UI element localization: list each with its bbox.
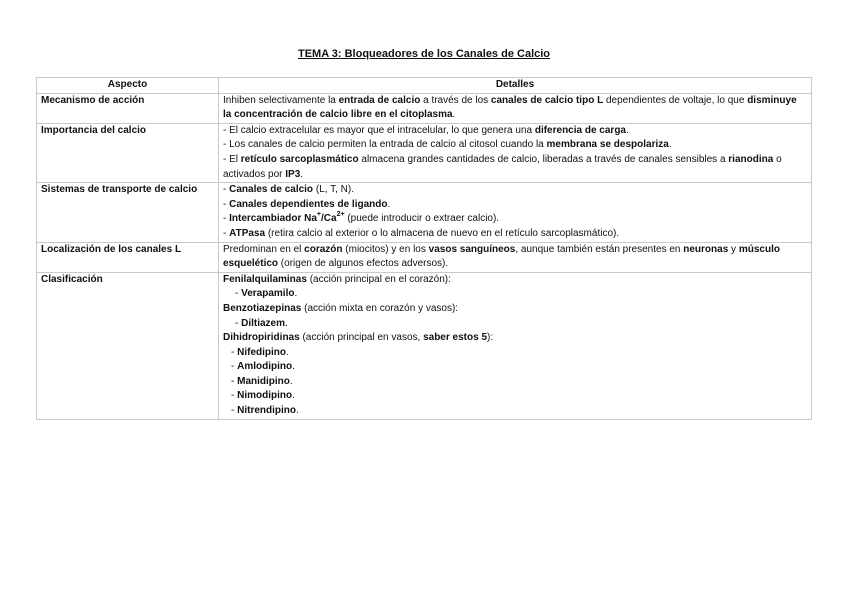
details-cell <box>219 93 812 123</box>
text-segment: . <box>626 124 629 136</box>
detail-line <box>223 331 807 346</box>
text-segment: - <box>231 390 238 402</box>
detail-line <box>223 138 807 153</box>
detail-line <box>223 302 807 317</box>
text-segment: vasos sanguíneos <box>428 243 516 255</box>
text-segment: ): <box>487 332 494 344</box>
text-segment: (miocitos) y en los <box>342 243 429 255</box>
text-segment: Canales de calcio <box>229 184 314 196</box>
text-segment: retículo sarcoplasmático <box>240 153 359 165</box>
table-header-row <box>37 78 812 94</box>
text-segment: - <box>235 317 242 329</box>
text-segment: Intercambiador Na <box>229 213 317 225</box>
text-segment: /Ca <box>321 213 337 225</box>
table-row <box>37 272 812 419</box>
detail-line <box>223 198 807 213</box>
text-segment: corazón <box>304 243 343 255</box>
header-details: Detalles <box>219 78 812 94</box>
text-segment: - <box>223 227 230 239</box>
text-segment: Nitrendipino <box>237 405 296 417</box>
detail-line <box>223 375 807 390</box>
text-segment: - <box>223 184 230 196</box>
text-segment: ATPasa <box>229 227 266 239</box>
detail-line <box>223 243 807 272</box>
table-row <box>37 123 812 182</box>
details-cell <box>219 183 812 242</box>
text-segment: . <box>292 390 295 402</box>
detail-line <box>223 404 807 419</box>
table-row <box>37 242 812 272</box>
text-segment: Nimodipino <box>237 390 293 402</box>
aspect-cell: Sistemas de transporte de calcio <box>37 183 219 242</box>
text-segment: Canales dependientes de ligando <box>229 198 388 210</box>
text-segment: Amlodipino <box>237 361 293 373</box>
text-segment: - <box>231 346 238 358</box>
text-segment: canales de calcio tipo L <box>490 94 604 106</box>
text-segment: - Los canales de calcio permiten la entrada de calcio al citosol cuando la <box>223 139 547 151</box>
text-segment: - El <box>223 153 241 165</box>
text-segment: 2+ <box>336 211 345 219</box>
text-segment: . <box>300 168 304 180</box>
detail-line <box>223 346 807 361</box>
text-segment: - <box>223 198 230 210</box>
text-segment: a través de los <box>420 94 491 106</box>
text-segment: Manidipino <box>237 375 290 387</box>
text-segment: . <box>294 288 298 300</box>
text-segment: (origen de algunos efectos adversos). <box>278 258 449 270</box>
text-segment: diferencia de carga <box>534 124 626 136</box>
text-segment: Fenilalquilaminas <box>223 273 307 285</box>
text-segment: saber estos 5 <box>423 332 488 344</box>
detail-line <box>223 212 807 227</box>
text-segment: . <box>292 361 295 373</box>
text-segment: rianodina <box>728 153 774 165</box>
text-segment: - <box>235 288 242 300</box>
text-segment: Predominan en el <box>223 243 305 255</box>
text-segment: . <box>668 139 672 151</box>
details-cell <box>219 242 812 272</box>
text-segment: entrada de calcio <box>338 94 421 106</box>
text-segment: músculo esquelético <box>223 243 780 270</box>
text-segment: membrana se despolariza <box>546 139 669 151</box>
text-segment: . <box>452 109 456 121</box>
text-segment: - <box>223 213 230 225</box>
header-aspect: Aspecto <box>37 78 219 94</box>
table-row <box>37 183 812 242</box>
detail-line <box>223 124 807 139</box>
aspect-cell: Localización de los canales L <box>37 242 219 272</box>
text-segment: - <box>231 405 238 417</box>
detail-line <box>223 183 807 198</box>
aspect-cell: Importancia del calcio <box>37 123 219 182</box>
content-table <box>36 77 812 420</box>
text-segment: almacena grandes cantidades de calcio, liberadas a través de canales sensibles a <box>358 153 729 165</box>
text-segment: + <box>316 211 322 219</box>
text-segment: - <box>231 375 238 387</box>
text-segment: IP3 <box>285 168 301 180</box>
text-segment: (retira calcio al exterior o lo almacena de nuevo en el retículo sarcoplasmático). <box>265 227 620 239</box>
text-segment: Verapamilo <box>241 288 295 300</box>
detail-line <box>223 287 807 302</box>
text-segment: (acción mixta en corazón y vasos): <box>301 302 459 314</box>
text-segment: disminuye la concentración de calcio libre en el citoplasma <box>223 94 797 121</box>
text-segment: . <box>387 198 391 210</box>
detail-line <box>223 273 807 288</box>
table-row <box>37 93 812 123</box>
text-segment: Benzotiazepinas <box>223 302 302 314</box>
text-segment: Inhiben selectivamente la <box>223 94 339 106</box>
detail-line <box>223 153 807 182</box>
text-segment: (puede introducir o extraer calcio). <box>344 213 500 225</box>
details-cell <box>219 123 812 182</box>
detail-line <box>223 389 807 404</box>
text-segment: . <box>296 405 299 417</box>
aspect-cell: Clasificación <box>37 272 219 419</box>
text-segment: (L, T, N). <box>313 184 354 196</box>
text-segment: (acción principal en vasos, <box>299 332 424 344</box>
detail-line <box>223 94 807 123</box>
aspect-cell: Mecanismo de acción <box>37 93 219 123</box>
document-title: TEMA 3: Bloqueadores de los Canales de Calcio <box>297 48 551 60</box>
text-segment: . <box>289 375 293 387</box>
text-segment: . <box>286 346 289 358</box>
text-segment: , aunque también están presentes en <box>515 243 684 255</box>
detail-line <box>223 360 807 375</box>
text-segment: (acción principal en el corazón): <box>306 273 451 285</box>
text-segment: Nifedipino <box>237 346 286 358</box>
text-segment: neuronas <box>683 243 729 255</box>
text-segment: y <box>728 243 739 255</box>
text-segment: o activados por <box>223 153 782 180</box>
text-segment: Diltiazem <box>241 317 286 329</box>
text-segment: . <box>285 317 288 329</box>
detail-line <box>223 317 807 332</box>
text-segment: - El calcio extracelular es mayor que el intracelular, lo que genera una <box>223 124 535 136</box>
text-segment: dependientes de voltaje, lo que <box>603 94 748 106</box>
details-cell <box>219 272 812 419</box>
detail-line <box>223 227 807 242</box>
text-segment: Dihidropiridinas <box>223 332 300 344</box>
text-segment: - <box>231 361 238 373</box>
